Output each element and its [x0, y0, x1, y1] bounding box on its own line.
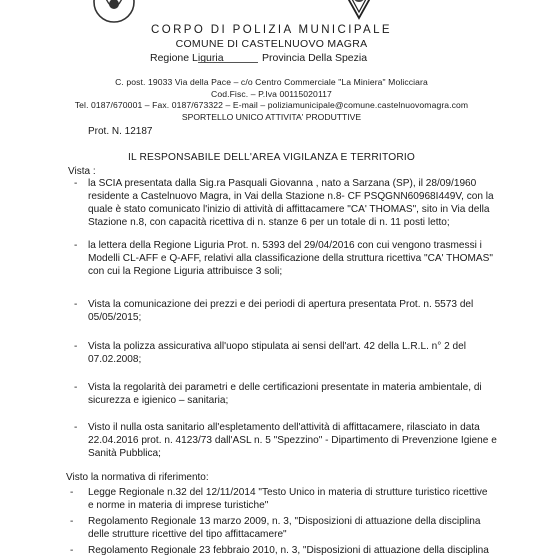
list-dash: - — [70, 487, 74, 498]
item-line: Vista la regolarità dei parametri e delle certificazioni presentate in materia ambientale, di — [88, 382, 482, 393]
item-line: Stazione n.8, con capacità ricettiva di n. stanze 6 per un totale di n. 11 posti letto; — [88, 217, 450, 228]
protocol-number: Prot. N. 12187 — [88, 126, 153, 137]
list-dash: - — [70, 545, 74, 556]
item-line: con cui la Regione Liguria attribuisce 3 soli; — [88, 266, 283, 277]
item-line: 22.04.2016 prot. n. 4123/73 dall'ASL n. 5 "Spezzino" - Dipartimento di Prevenzione Igiene e — [88, 435, 497, 446]
normativa-label: Visto la normativa di riferimento: — [66, 472, 209, 483]
item-line: residente a Castelnuovo Magra, in Vai della Stazione n.8- CF PSQGNN60968I449V, con la — [88, 191, 494, 202]
police-badge-emblem — [336, 0, 382, 20]
list-dash: - — [74, 341, 78, 352]
header-title: CORPO DI POLIZIA MUNICIPALE — [151, 24, 392, 36]
law-line: delle strutture ricettive del tipo affittacamere" — [88, 529, 287, 540]
list-dash: - — [74, 382, 78, 393]
header-province: Provincia Della Spezia — [262, 52, 368, 64]
header-region: Regione Liguria — [150, 52, 224, 64]
header-comune: COMUNE DI CASTELNUOVO MAGRA — [175, 38, 368, 50]
item-line: quale è stato comunicato l'inizio di attività di affittacamere "CA' THOMAS", sito in Via della — [88, 204, 490, 215]
list-dash: - — [74, 422, 78, 433]
header-separator — [198, 62, 258, 63]
item-line: Vista la comunicazione dei prezzi e dei periodi di apertura presentata Prot. n. 5573 del — [88, 299, 474, 310]
item-line: 07.02.2008; — [88, 354, 142, 365]
law-line: Regolamento Regionale 23 febbraio 2010, n. 3, "Disposizioni di attuazione della disciplina — [88, 545, 489, 556]
responsible-heading: IL RESPONSABILE DELL'AREA VIGILANZA E TERRITORIO — [127, 152, 416, 163]
item-line: Visto il nulla osta sanitario all'espletamento dell'attività di affittacamere, rilasciato in data — [88, 422, 480, 433]
header-fiscal-code: Cod.Fisc. – P.Iva 00115020117 — [211, 89, 332, 99]
list-dash: - — [70, 516, 74, 527]
item-line: Sanità Pubblica; — [88, 448, 161, 459]
header-address: C. post. 19033 Via della Pace – c/o Centro Commerciale "La Miniera" Molicciara — [115, 77, 428, 87]
item-line: sicurezza e igienico – sanitaria; — [88, 395, 229, 406]
list-dash: - — [74, 240, 78, 251]
item-line: Vista la polizza assicurativa all'uopo stipulata ai sensi dell'art. 42 della L.R.L. n° 2 del — [88, 341, 467, 352]
item-line: Modelli CL-AFF e Q-AFF, relativi alla classificazione della struttura ricettiva "CA' THOMAS" — [88, 253, 493, 264]
header-suap: SPORTELLO UNICO ATTIVITA' PRODUTTIVE — [181, 112, 362, 122]
item-line: la SCIA presentata dalla Sig.ra Pasquali Giovanna , nato a Sarzana (SP), il 28/09/1960 — [88, 178, 477, 189]
law-line: Regolamento Regionale 13 marzo 2009, n. 3, "Disposizioni di attuazione della disciplina — [88, 516, 481, 527]
list-dash: - — [74, 299, 78, 310]
list-dash: - — [74, 178, 78, 189]
item-line: la lettera della Regione Liguria Prot. n. 5393 del 29/04/2016 con cui vengono trasmessi i — [88, 240, 482, 251]
law-line: e norme in materia di imprese turistiche" — [88, 500, 269, 511]
vista-label: Vista : — [68, 166, 96, 177]
law-line: Legge Regionale n.32 del 12/11/2014 "Testo Unico in materia di strutture turistico ricettive — [88, 487, 488, 498]
town-crest-emblem — [92, 0, 136, 24]
item-line: 05/05/2015; — [88, 312, 142, 323]
header-contacts: Tel. 0187/670001 – Fax. 0187/673322 – E-mail – poliziamunicipale@comune.castelnuovomagra.com — [74, 100, 469, 110]
